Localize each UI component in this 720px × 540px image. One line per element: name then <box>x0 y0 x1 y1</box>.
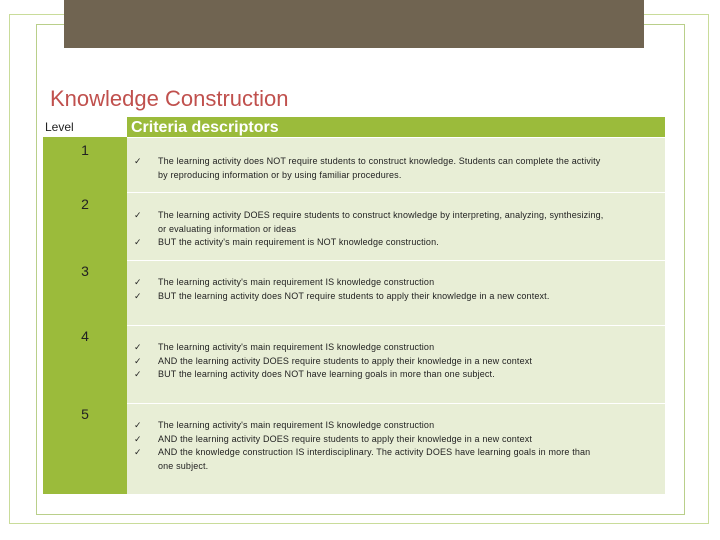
descriptor-line: The learning activity does NOT require students to construct knowledge. Students can complete the activity <box>158 156 601 166</box>
check-icon: ✓ <box>134 277 142 287</box>
level-number: 5 <box>81 406 89 422</box>
descriptor-line: The learning activity's main requirement IS knowledge construction <box>158 277 435 287</box>
descriptor-line: BUT the activity's main requirement is NOT knowledge construction. <box>158 237 439 247</box>
descriptor-line: The learning activity DOES require students to construct knowledge by interpreting, analyzing, synthesizing, <box>158 210 604 220</box>
level-number: 1 <box>81 142 89 158</box>
check-icon: ✓ <box>134 291 142 301</box>
level-number: 2 <box>81 196 89 212</box>
slide-title: Knowledge Construction <box>50 86 289 111</box>
descriptor-line: AND the knowledge construction IS interdisciplinary. The activity DOES have learning goals in more than <box>158 447 591 457</box>
descriptor-line: one subject. <box>158 460 209 471</box>
descriptor-line: AND the learning activity DOES require students to apply their knowledge in a new context <box>158 356 533 366</box>
descriptor-line: or evaluating information or ideas <box>158 223 297 234</box>
descriptor-line: by reproducing information or by using familiar procedures. <box>158 169 402 180</box>
table-row <box>127 403 665 494</box>
criteria-table <box>43 117 665 494</box>
check-icon: ✓ <box>134 447 142 457</box>
table-row <box>127 260 665 325</box>
header-level: Level <box>43 117 127 137</box>
check-icon: ✓ <box>134 156 142 166</box>
check-icon: ✓ <box>134 420 142 430</box>
level-number: 3 <box>81 263 89 279</box>
check-icon: ✓ <box>134 356 142 366</box>
level-column <box>43 137 127 494</box>
table-row <box>127 325 665 403</box>
header-criteria: Criteria descriptors <box>127 117 665 137</box>
top-decor-bar <box>64 0 644 48</box>
table-row <box>127 192 665 260</box>
descriptor-line: The learning activity's main requirement IS knowledge construction <box>158 420 435 430</box>
descriptor-line: The learning activity's main requirement IS knowledge construction <box>158 342 435 352</box>
check-icon: ✓ <box>134 434 142 444</box>
check-icon: ✓ <box>134 210 142 220</box>
level-number: 4 <box>81 328 89 344</box>
descriptor-line: BUT the learning activity does NOT require students to apply their knowledge in a new context. <box>158 291 550 301</box>
descriptor-line: AND the learning activity DOES require students to apply their knowledge in a new context <box>158 434 533 444</box>
descriptor-line: BUT the learning activity does NOT have learning goals in more than one subject. <box>158 369 495 379</box>
check-icon: ✓ <box>134 369 142 379</box>
table-row <box>127 137 665 192</box>
check-icon: ✓ <box>134 237 142 247</box>
check-icon: ✓ <box>134 342 142 352</box>
